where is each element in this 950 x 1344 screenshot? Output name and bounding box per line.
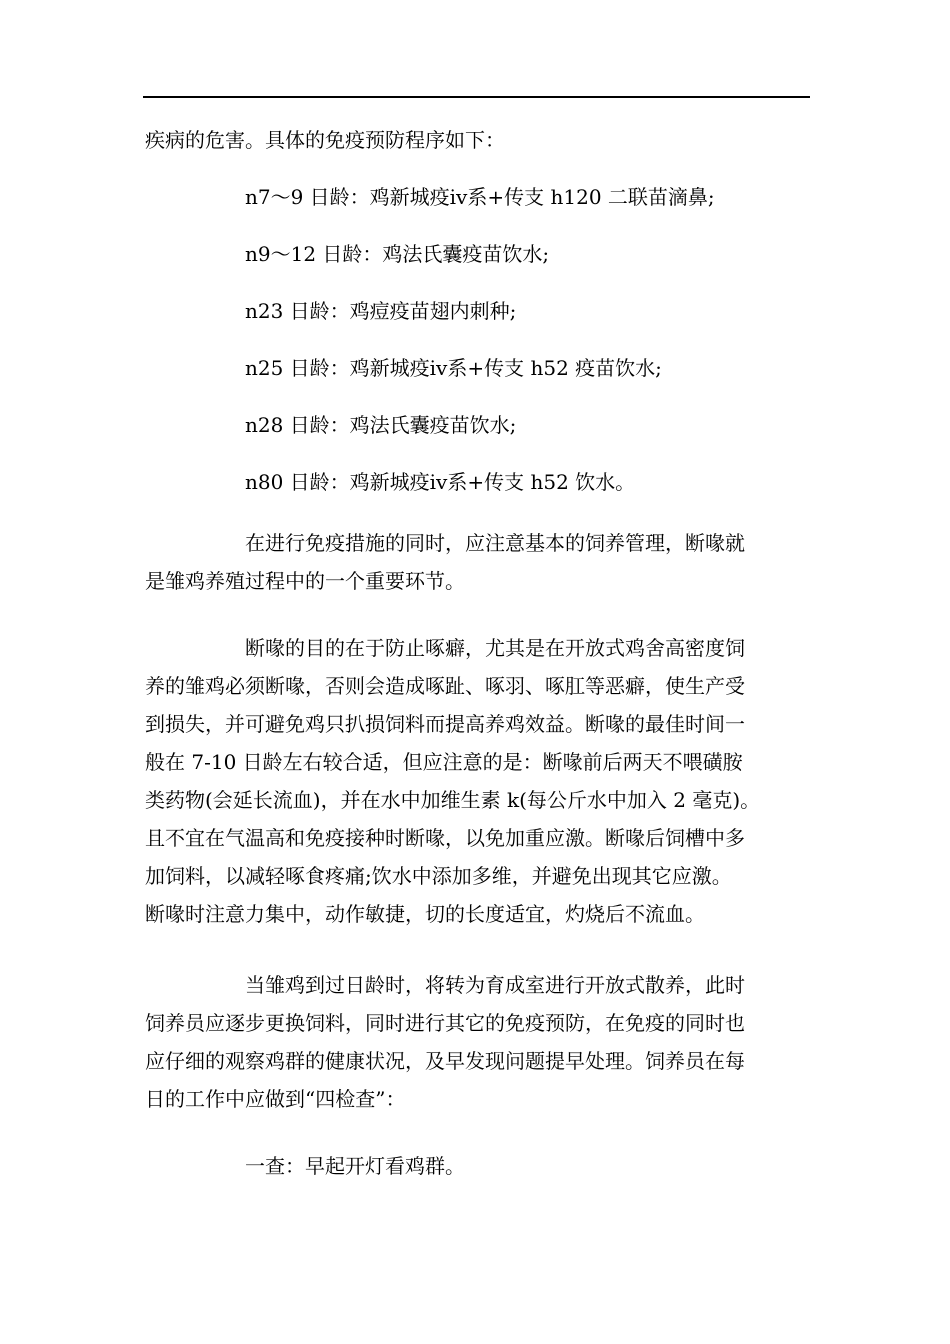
paragraph-rearing-transition bbox=[145, 966, 810, 1118]
schedule-item: n23 日龄：鸡痘疫苗翅内刺种; bbox=[245, 299, 517, 323]
header-rule bbox=[143, 96, 810, 98]
document-body bbox=[145, 121, 810, 1185]
check-item: 一查：早起开灯看鸡群。 bbox=[245, 1154, 465, 1178]
paragraph-line: 是雏鸡养殖过程中的一个重要环节。 bbox=[145, 569, 465, 593]
paragraph-line: 日的工作中应做到“四检查”： bbox=[145, 1087, 406, 1111]
schedule-item: n80 日龄：鸡新城疫ⅳ系+传支 h52 饮水。 bbox=[245, 470, 636, 494]
paragraph-line: 在进行免疫措施的同时，应注意基本的饲养管理，断喙就 bbox=[245, 531, 745, 555]
paragraph-line: 到损失，并可避免鸡只扒损饲料而提高养鸡效益。断喙的最佳时间一 bbox=[145, 712, 745, 736]
paragraph-line: 应仔细的观察鸡群的健康状况，及早发现问题提早处理。饲养员在每 bbox=[145, 1049, 745, 1073]
paragraph-line: 般在 7-10 日龄左右较合适，但应注意的是：断喙前后两天不喂磺胺 bbox=[145, 750, 743, 774]
paragraph-line: 且不宜在气温高和免疫接种时断喙，以免加重应激。断喙后饲槽中多 bbox=[145, 826, 745, 850]
paragraph-line: 类药物(会延长流血)，并在水中加维生素 k(每公斤水中加入 2 毫克)。 bbox=[145, 788, 761, 812]
paragraph-line: 养的雏鸡必须断喙，否则会造成啄趾、啄羽、啄肛等恶癖，使生产受 bbox=[145, 674, 745, 698]
paragraph-line: 当雏鸡到过日龄时，将转为育成室进行开放式散养，此时 bbox=[245, 973, 745, 997]
schedule-item: n9～12 日龄：鸡法氏囊疫苗饮水; bbox=[245, 242, 550, 266]
opening-line: 疾病的危害。具体的免疫预防程序如下： bbox=[145, 128, 505, 152]
paragraph-beak-trimming-details bbox=[145, 629, 810, 933]
schedule-item: n7～9 日龄：鸡新城疫ⅳ系+传支 h120 二联苗滴鼻; bbox=[245, 185, 715, 209]
paragraph-line: 断喙的目的在于防止啄癖，尤其是在开放式鸡舍高密度饲 bbox=[245, 636, 745, 660]
paragraph-line: 饲养员应逐步更换饲料，同时进行其它的免疫预防，在免疫的同时也 bbox=[145, 1011, 745, 1035]
schedule-item: n28 日龄：鸡法氏囊疫苗饮水; bbox=[245, 413, 517, 437]
paragraph-line: 断喙时注意力集中，动作敏捷，切的长度适宜，灼烧后不流血。 bbox=[145, 902, 705, 926]
paragraph-beak-trimming-intro bbox=[145, 524, 810, 600]
schedule-item: n25 日龄：鸡新城疫ⅳ系+传支 h52 疫苗饮水; bbox=[245, 356, 662, 380]
paragraph-line: 加饲料，以减轻啄食疼痛;饮水中添加多维，并避免出现其它应激。 bbox=[145, 864, 732, 888]
